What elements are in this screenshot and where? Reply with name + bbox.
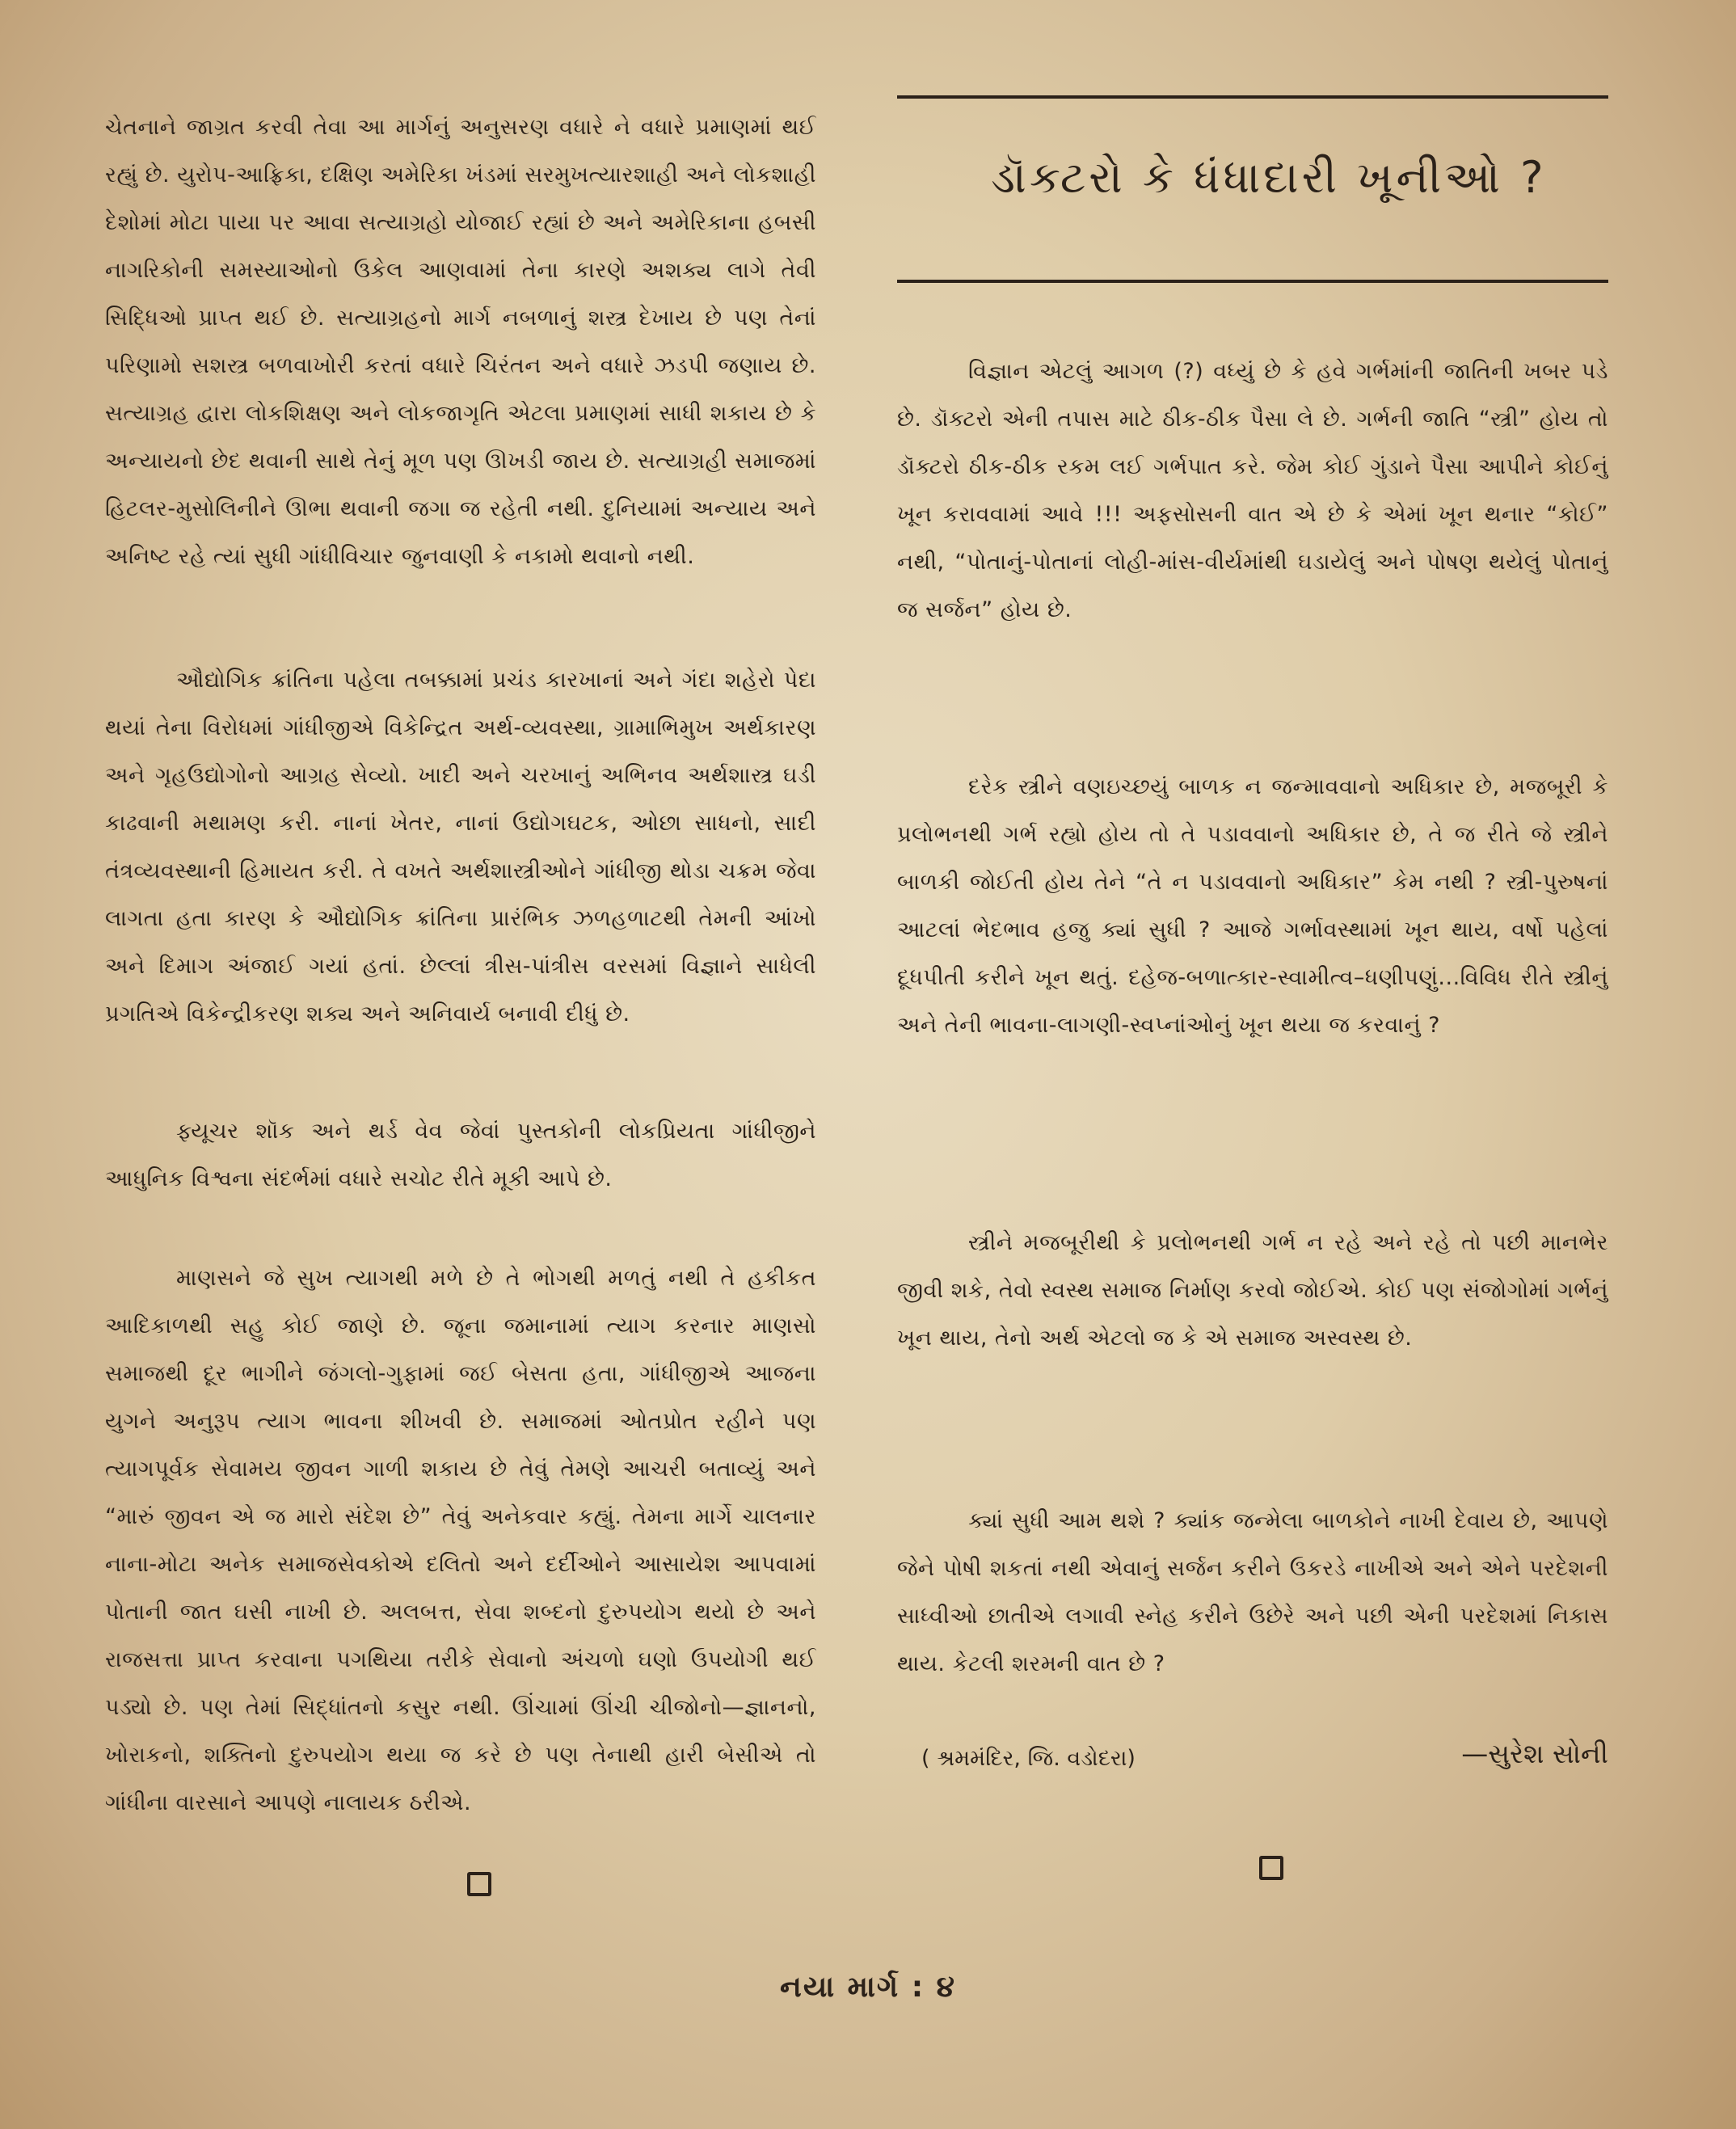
left-paragraph-2: ઔદ્યોગિક ક્રાંતિના પહેલા તબક્કામાં પ્રચંડ કારખાનાં અને ગંદા શહેરો પેદા થયાં તેના વિરોધમાં ગાંધીજીએ વિકેન્દ્રિત અર્થ-વ્યવસ્થા, ગ્રામાભિમુખ અર્થકારણ અને ગૃહઉદ્યોગોનો આગ્રહ સેવ્યો. ખાદી અને ચરખાનું અભિનવ અર્થશાસ્ત્ર ઘડી કાઢવાની મથામણ કરી. નાનાં ખેતર, નાનાં ઉદ્યોગઘટક, ઓછા સાધનો, સાદી તંત્રવ્યવસ્થાની હિમાયત કરી. તે વખતે અર્થશાસ્ત્રીઓને ગાંધીજી થોડા ચક્રમ જેવા લાગતા હતા કારણ કે ઔદ્યોગિક ક્રાંતિના પ્રારંભિક ઝળહળાટથી તેમની આંખો અને દિમાગ અંજાઈ ગયાં હતાં. છેલ્લાં ત્રીસ-પાંત્રીસ વરસમાં વિજ્ઞાને સાધેલી પ્રગતિએ વિકેન્દ્રીકરણ શક્ય અને અનિવાર્ય બનાવી દીધું છે. bbox=[105, 668, 816, 1027]
article-paragraph-4: ક્યાં સુધી આમ થશે ? ક્યાંક જન્મેલા બાળકોને નાખી દેવાય છે, આપણે જેને પોષી શકતાં નથી એવાનું સર્જન કરીને ઉકરડે નાખીએ અને એને પરદેશની સાધ્વીઓ છાતીએ લગાવી સ્નેહ કરીને ઉછેરે અને પછી એની પરદેશમાં નિકાસ થાય. કેટલી શરમની વાત છે ? bbox=[897, 1508, 1608, 1676]
article-paragraph-2: દરેક સ્ત્રીને વણઇચ્છયું બાળક ન જન્માવવાનો અધિકાર છે, મજબૂરી કે પ્રલોભનથી ગર્ભ રહ્યો હોય તો તે પડાવવાનો અધિકાર છે, તે જ રીતે જે સ્ત્રીને બાળકી જોઈતી હોય તેને “તે ન પડાવવાનો અધિકાર” કેમ નથી ? સ્ત્રી-પુરુષનાં આટલાં ભેદભાવ હજુ ક્યાં સુધી ? આજે ગર્ભાવસ્થામાં ખૂન થાય, વર્ષો પહેલાં દૂધપીતી કરીને ખૂન થતું. દહેજ-બળાત્કાર-સ્વામીત્વ–ધણીપણું...વિવિધ રીતે સ્ત્રીનું અને તેની ભાવના-લાગણી-સ્વપ્નાંઓનું ખૂન થયા જ કરવાનું ? bbox=[897, 774, 1608, 1038]
article-paragraph-1: વિજ્ઞાન એટલું આગળ (?) વધ્યું છે કે હવે ગર્ભમાંની જાતિની ખબર પડે છે. ડૉક્ટરો એની તપાસ માટે ઠીક-ઠીક પૈસા લે છે. ગર્ભની જાતિ “સ્ત્રી” હોય તો ડૉક્ટરો ઠીક-ઠીક રકમ લઈ ગર્ભપાત કરે. જેમ કોઈ ગુંડાને પૈસા આપીને કોઈનું ખૂન કરાવવામાં આવે !!! અફસોસની વાત એ છે કે એમાં ખૂન થનાર “કોઈ” નથી, “પોતાનું-પોતાનાં લોહી-માંસ-વીર્યમાંથી ઘડાયેલું અને પોષણ થયેલું પોતાનું જ સર્જન” હોય છે. bbox=[897, 359, 1608, 622]
end-mark-right bbox=[1259, 1856, 1283, 1880]
article-title: ડૉક્ટરો કે ધંધાદારી ખૂનીઓ ? bbox=[991, 152, 1547, 203]
top-rule bbox=[897, 95, 1608, 99]
byline-place: ( શ્રમમંદિર, જિ. વડોદરા) bbox=[921, 1746, 1136, 1771]
left-paragraph-1: ચેતનાને જાગ્રત કરવી તેવા આ માર્ગનું અનુસરણ વધારે ને વધારે પ્રમાણમાં થઈ રહ્યું છે. યુરોપ-આફ્રિકા, દક્ષિણ અમેરિકા ખંડમાં સરમુખત્યારશાહી અને લોકશાહી દેશોમાં મોટા પાયા પર આવા સત્યાગ્રહો યોજાઈ રહ્યાં છે અને અમેરિકાના હબસી નાગરિકોની સમસ્યાઓનો ઉકેલ આણવામાં તેના કારણે અશક્ય લાગે તેવી સિદ્ધિઓ પ્રાપ્ત થઈ છે. સત્યાગ્રહનો માર્ગ નબળાનું શસ્ત્ર દેખાય છે પણ તેનાં પરિણામો સશસ્ત્ર બળવાખોરી કરતાં વધારે ચિરંતન અને વધારે ઝડપી જણાય છે. સત્યાગ્રહ દ્વારા લોકશિક્ષણ અને લોકજાગૃતિ એટલા પ્રમાણમાં સાધી શકાય છે કે અન્યાયનો છેદ થવાની સાથે તેનું મૂળ પણ ઊખડી જાય છે. સત્યાગ્રહી સમાજમાં હિટલર-મુસોલિનીને ઊભા થવાની જગા જ રહેતી નથી. દુનિયામાં અન્યાય અને અનિષ્ટ રહે ત્યાં સુધી ગાંધીવિચાર જુનવાણી કે નકામો થવાનો નથી. bbox=[105, 115, 816, 569]
left-paragraph-3: ફ્યૂચર શૉક અને થર્ડ વેવ જેવાં પુસ્તકોની લોકપ્રિયતા ગાંધીજીને આધુનિક વિશ્વના સંદર્ભમાં વધારે સચોટ રીતે મૂકી આપે છે. bbox=[105, 1119, 816, 1191]
byline-author: —સુરેશ સોની bbox=[1461, 1738, 1608, 1769]
title-underline-rule bbox=[897, 280, 1608, 283]
end-mark-left bbox=[467, 1872, 491, 1896]
page-footer: નયા માર્ગ : ૪ bbox=[780, 1971, 956, 2004]
article-paragraph-3: સ્ત્રીને મજબૂરીથી કે પ્રલોભનથી ગર્ભ ન રહે અને રહે તો પછી માનભેર જીવી શકે, તેવો સ્વસ્થ સમાજ નિર્માણ કરવો જોઈએ. કોઈ પણ સંજોગોમાં ગર્ભનું ખૂન થાય, તેનો અર્થ એટલો જ કે એ સમાજ અસ્વસ્થ છે. bbox=[897, 1230, 1608, 1351]
left-paragraph-4: માણસને જે સુખ ત્યાગથી મળે છે તે ભોગથી મળતું નથી તે હકીકત આદિકાળથી સહુ કોઈ જાણે છે. જૂના જમાનામાં ત્યાગ કરનાર માણસો સમાજથી દૂર ભાગીને જંગલો-ગુફામાં જઈ બેસતા હતા, ગાંધીજીએ આજના યુગને અનુરૂપ ત્યાગ ભાવના શીખવી છે. સમાજમાં ઓતપ્રોત રહીને પણ ત્યાગપૂર્વક સેવામય જીવન ગાળી શકાય છે તેવું તેમણે આચરી બતાવ્યું અને “મારું જીવન એ જ મારો સંદેશ છે” તેવું અનેકવાર કહ્યું. તેમના માર્ગે ચાલનાર નાના-મોટા અનેક સમાજસેવકોએ દલિતો અને દર્દીઓને આસાયેશ આપવામાં પોતાની જાત ઘસી નાખી છે. અલબત્ત, સેવા શબ્દનો દુરુપયોગ થયો છે અને રાજસત્તા પ્રાપ્ત કરવાના પગથિયા તરીકે સેવાનો અંચળો ઘણો ઉપયોગી થઈ પડ્યો છે. પણ તેમાં સિદ્ધાંતનો કસુર નથી. ઊંચામાં ઊંચી ચીજોનો—જ્ઞાનનો, ખોરાકનો, શક્તિનો દુરુપયોગ થયા જ કરે છે પણ તેનાથી હારી બેસીએ તો ગાંધીના વારસાને આપણે નાલાયક ઠરીએ. bbox=[105, 1266, 816, 1815]
